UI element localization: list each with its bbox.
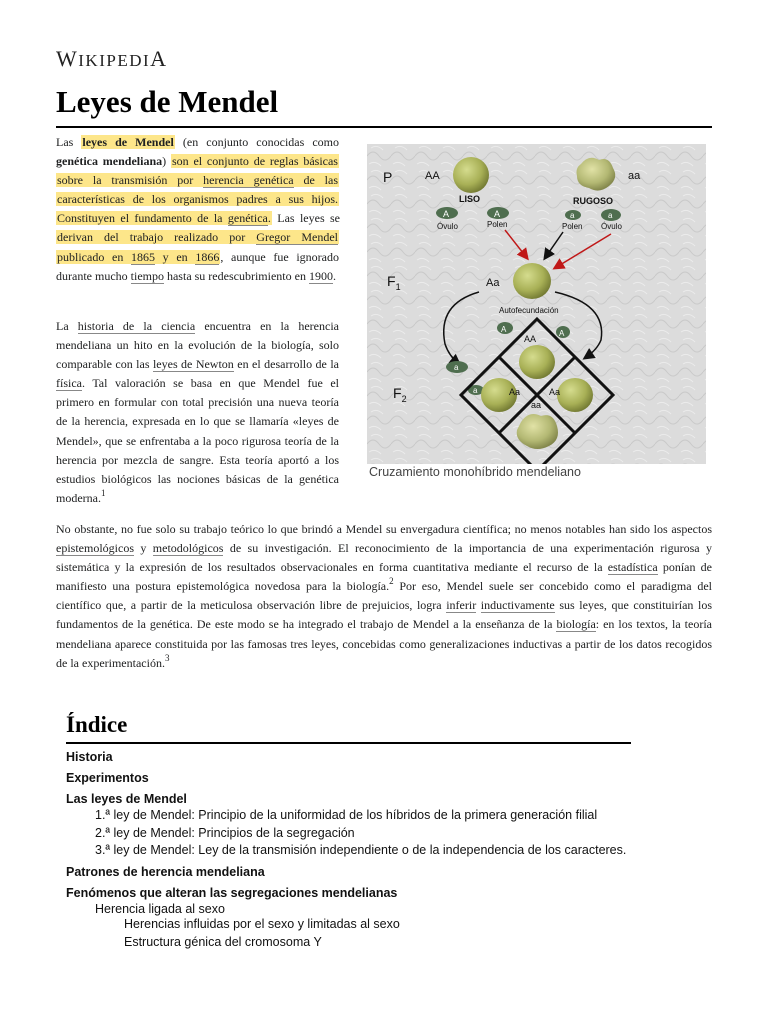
link[interactable]: física (56, 376, 82, 391)
page-title: Leyes de Mendel (56, 84, 279, 119)
intro-paragraph-2: La historia de la ciencia encuentra en la herencia mendeliana un hito en la evolución de la biología, solo comparable con las leyes de Newton en el desarrollo de la física. Tal valoración se basa en que Mendel fue el primero en formular con total precisión una nueva teoría de la herencia, expresada en lo que se llamaría «leyes de Mendel», que se enfrentaba a la poco rigurosa teoría de la herencia por mezcla de sangre. Esta teoría aportó a los estudios biológicos las nociones básicas de la genética moderna.$^1$ (56, 319, 339, 505)
link[interactable]: Gregor Mendel (256, 230, 338, 245)
svg-text:A: A (443, 209, 450, 219)
link[interactable]: 1900 (308, 268, 333, 283)
toc-item[interactable]: Historia (66, 750, 113, 764)
bold-term: leyes de Mendel (82, 135, 174, 149)
toc-item[interactable]: Las leyes de Mendel (66, 792, 187, 806)
svg-text:a: a (454, 363, 459, 372)
label-f2: $F_2$ (393, 385, 407, 404)
link[interactable]: tiempo (130, 268, 164, 283)
label-autofecundacion: Autofecundación (499, 306, 559, 315)
label-f1: $F_1$ (387, 273, 401, 292)
label-liso: LISO (459, 194, 481, 204)
label-aa-parent: aa (628, 170, 641, 182)
intro-paragraph-1: Las leyes de Mendel (en conjunto conocidas como genética mendeliana) son el conjunto de reglas básicas sobre la transmisión por herencia genética de las características de los organismos padres a sus hijos. Constituyen el fundamento de la genética. Las leyes se derivan del trabajo realizado por Gregor Mendel publicado en 1865 y en 1866, aunque fue ignorado durante mucho tiempo hasta su redescubrimiento en 1900. (56, 135, 341, 283)
pea-Aa-icon (557, 378, 593, 412)
smooth-pea-icon (453, 157, 489, 193)
label-rugoso: RUGOSO (573, 196, 614, 206)
toc-subsubitem[interactable]: Estructura génica del cromosoma Y (124, 935, 322, 949)
link[interactable]: 1865 (131, 249, 155, 264)
reference-2[interactable]: 2 (389, 576, 394, 587)
link[interactable]: inductivamente (480, 598, 555, 613)
toc-subsubitem[interactable]: Herencias influidas por el sexo y limitadas al sexo (124, 917, 400, 931)
label-polen-left: Polen (487, 220, 508, 229)
link[interactable]: estadística (607, 560, 658, 575)
toc-item[interactable]: Fenómenos que alteran las segregaciones mendelianas (66, 886, 398, 900)
svg-text:a: a (473, 386, 478, 395)
svg-text:A: A (501, 325, 507, 334)
label-AA-parent: AA (425, 170, 440, 182)
toc-subitem[interactable]: Herencia ligada al sexo (95, 902, 225, 916)
link[interactable]: 1866 (195, 249, 220, 264)
svg-text:A: A (494, 209, 501, 219)
toc-subitem[interactable]: 3.ª ley de Mendel: Ley de la transmisión independiente o de la independencia de los caracteres. (95, 843, 627, 857)
reference-1[interactable]: 1 (100, 487, 106, 498)
label-p: P (383, 169, 393, 185)
mendel-cross-figure[interactable] (367, 144, 706, 464)
label-ovulo-right: Óvulo (601, 222, 622, 231)
link[interactable]: herencia genética (203, 173, 294, 188)
link[interactable]: epistemológicos (56, 541, 134, 556)
link[interactable]: inferir (446, 598, 477, 613)
wikipedia-logo[interactable]: WIKIPEDIA (56, 46, 168, 71)
reference-3[interactable]: 3 (164, 652, 170, 663)
link[interactable]: historia de la ciencia (77, 319, 196, 333)
svg-text:Aa: Aa (509, 387, 521, 397)
link[interactable]: genética (227, 211, 268, 226)
svg-text:A: A (559, 329, 565, 338)
link[interactable]: leyes de Newton (152, 357, 234, 372)
bold-term: genética mendeliana (56, 154, 163, 169)
svg-text:aa: aa (531, 400, 542, 410)
svg-text:a: a (570, 211, 575, 220)
figure-caption: Cruzamiento monohíbrido mendeliano (369, 465, 581, 479)
toc-subitem[interactable]: 1.ª ley de Mendel: Principio de la uniformidad de los híbridos de la primera generación filial (95, 808, 598, 822)
toc-item[interactable]: Patrones de herencia mendeliana (66, 865, 265, 879)
label-ovulo-left: Óvulo (437, 222, 458, 231)
title-divider (56, 126, 712, 128)
link[interactable]: metodológicos (152, 541, 224, 556)
link[interactable]: biología (556, 617, 596, 632)
intro-paragraph-3: No obstante, no fue solo su trabajo teórico lo que brindó a Mendel su envergadura científica; no menos notables han sido los aspectos epistemológicos y metodológicos de su investigación. El reconocimiento de la importancia de una experimentación rigurosa y sistemática y la expresión de los resultados observacionales en forma cuantitativa mediante el recurso de la estadística ponían de manifiesto una postura epistemológica novedosa para la biología.$^2$ Por eso, Mendel suele ser concebido como el paradigma del científico que, a partir de la meticulosa observación libre de prejuicios, logra inferir inductivamente sus leyes, que constituirían los fundamentos de la genética. De este modo se ha integrado el trabajo de Mendel a la enseñanza de la biología: en los textos, la teoría mendeliana aparece constituida por las famosas tres leyes, concebidas como generalizaciones inductivas a partir de los datos recogidos de la experimentación.$^3$ (56, 522, 713, 670)
pea-AA-icon (519, 345, 555, 379)
toc-title: Índice (66, 712, 128, 737)
svg-text:a: a (608, 211, 613, 220)
toc-divider (66, 742, 631, 744)
toc-subitem[interactable]: 2.ª ley de Mendel: Principios de la segregación (95, 826, 355, 840)
label-Aa-f1: Aa (486, 277, 500, 289)
mendel-cross-diagram (367, 144, 706, 464)
label-polen-right: Polen (562, 222, 583, 231)
svg-text:Aa: Aa (549, 387, 561, 397)
f1-pea-icon (513, 263, 551, 299)
toc-item[interactable]: Experimentos (66, 771, 149, 785)
svg-text:AA: AA (524, 334, 537, 344)
